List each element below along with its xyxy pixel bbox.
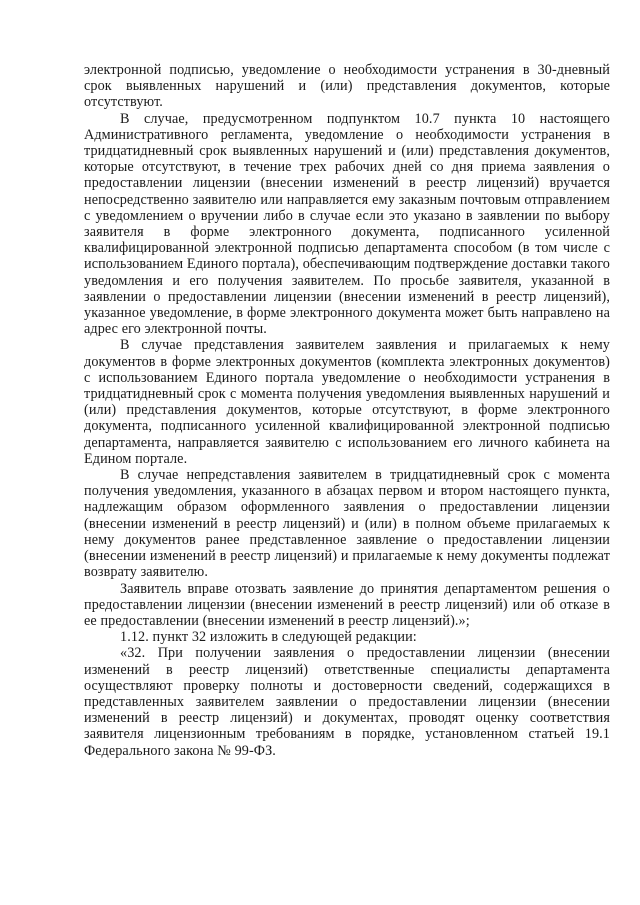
- paragraph-item-1-12: 1.12. пункт 32 изложить в следующей редакции:: [120, 629, 417, 646]
- document-page: [84, 62, 610, 759]
- paragraph-case-subpoint-10-7: В случае, предусмотренном подпунктом 10.7 пункта 10 настоящего Административного регламента, уведомление о необходимости устранения в тридцатидневный срок выявленных нарушений и (или) представления документов, которые отсутствуют, в течение трех рабочих дней со дня приема заявления о предоставлении лицензии (внесении изменений в реестр лицензий) вручается непосредственно заявителю или направляется ему заказным почтовым отправлением с уведомлением о вручении либо в случае если это указано в заявлении по выбору заявителя в форме электронного документа, подписанного усиленной квалифицированной электронной подписью департамента способом (в том числе с использованием Единого портала), обеспечивающим подтверждение доставки такого уведомления и его получения заявителем. По просьбе заявителя, указанной в заявлении о предоставлении лицензии (внесении изменений в реестр лицензий), указанное уведомление, в форме электронного документа может быть направлено на адрес его электронной почты.: [84, 110, 610, 338]
- paragraph-case-electronic-submission: В случае представления заявителем заявления и прилагаемых к нему документов в форме электронных документов (комплекта электронных документов) с использованием Единого портала уведомление о необходимости устранения в тридцатидневный срок с момента получения уведомления выявленных нарушений и (или) представления документов, которые отсутствуют, в форме электронного документа, подписанного усиленной квалифицированной электронной подписью департамента, направляется заявителю с использованием его личного кабинета на Едином портале.: [84, 337, 610, 467]
- paragraph-notification-continuation: электронной подписью, уведомление о необходимости устранения в 30-дневный срок выявленных нарушений и (или) представления документов, которые отсутствуют.: [84, 62, 610, 111]
- paragraph-case-non-submission: В случае непредставления заявителем в тридцатидневный срок с момента получения уведомления, указанного в абзацах первом и втором настоящего пункта, надлежащим образом оформленного заявления о предоставлении лицензии (внесении изменений в реестр лицензий) и (или) в полном объеме прилагаемых к нему документов ранее представленное заявление о предоставлении лицензии (внесении изменений в реестр лицензий) и прилагаемые к нему документы подлежат возврату заявителю.: [84, 467, 610, 581]
- paragraph-withdrawal-right: Заявитель вправе отозвать заявление до принятия департаментом решения о предоставлении лицензии (внесении изменений в реестр лицензий) или об отказе в ее предоставлении (внесении изменений в реестр лицензий).»;: [84, 580, 610, 629]
- paragraph-point-32: «32. При получении заявления о предоставлении лицензии (внесении изменений в реестр лицензий) ответственные специалисты департамента осуществляют проверку полноты и достоверности сведений, содержащихся в представленных заявителем заявлении о предоставлении лицензии (внесении изменений в реестр лицензий) и документах, проводят оценку соответствия заявителя лицензионным требованиям в порядке, установленном статьей 19.1 Федерального закона № 99-ФЗ.: [84, 645, 610, 759]
